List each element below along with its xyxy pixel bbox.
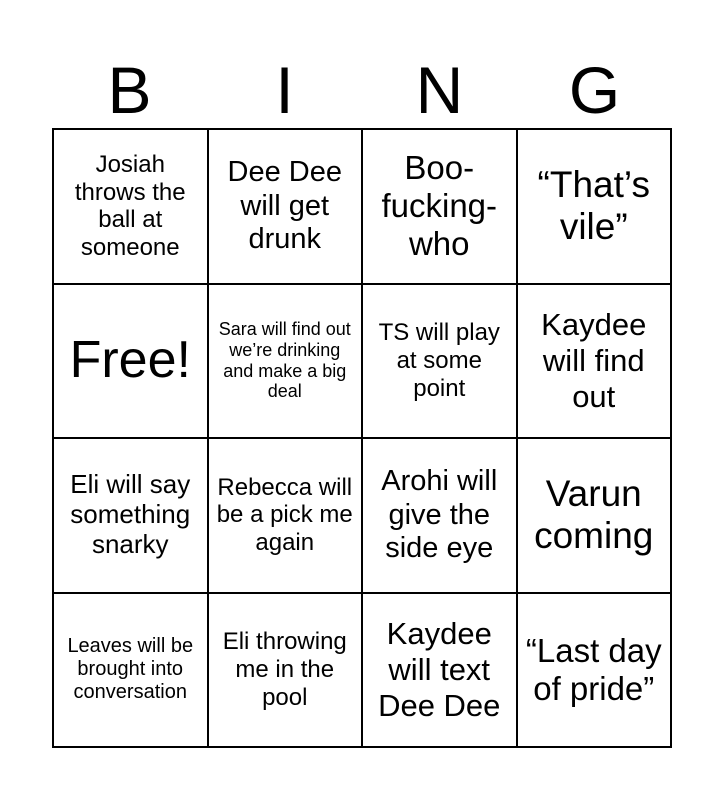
cell-label: “Last day of pride” [525,631,662,707]
bingo-cell-r1c1[interactable] [53,129,208,284]
bingo-cell-r4c4[interactable] [517,593,672,748]
bingo-cell-r2c3[interactable] [362,284,517,439]
bingo-cell-r2c1-free[interactable] [53,284,208,439]
bingo-cell-r1c3[interactable] [362,129,517,284]
cell-label: Eli will say something snarky [70,469,191,560]
bingo-cell-r3c4[interactable] [517,438,672,593]
bingo-cell-r2c2[interactable] [208,284,363,439]
cell-label: Josiah throws the ball at someone [74,151,186,261]
bingo-cell-r4c1[interactable] [53,593,208,748]
bingo-cell-r3c1[interactable] [53,438,208,593]
bingo-cell-r2c4[interactable] [517,284,672,439]
bingo-cell-r1c2[interactable] [208,129,363,284]
cell-label: Boo-fucking-who [381,149,498,263]
header-letter-i: I [275,53,294,127]
header-letter-g: G [568,53,621,127]
cell-label: Varun coming [534,472,654,557]
header-letter-n: N [415,53,464,127]
bingo-cell-r4c3[interactable] [362,593,517,748]
bingo-cell-r4c2[interactable] [208,593,363,748]
bingo-cell-r1c4[interactable] [517,129,672,284]
cell-label: Rebecca will be a pick me again [216,473,353,557]
cell-label: Arohi will give the side eye [381,465,498,564]
cell-label: Leaves will be brought into conversation [67,635,194,704]
bingo-cell-r3c3[interactable] [362,438,517,593]
header-letter-b: B [107,53,152,127]
bingo-header [52,52,672,128]
cell-label: “That’s vile” [537,163,650,248]
cell-label: Kaydee will text Dee Dee [378,616,501,723]
bingo-grid [52,128,672,748]
cell-label: Sara will find out we’re drinking and make a big deal [218,319,351,402]
cell-label: TS will play at some point [378,319,500,402]
cell-label: Dee Dee will get drunk [227,156,342,255]
cell-label: Kaydee will find out [541,307,647,414]
cell-label: Eli throwing me in the pool [222,628,347,711]
cell-label: Free! [69,330,191,389]
bingo-cell-r3c2[interactable] [208,438,363,593]
